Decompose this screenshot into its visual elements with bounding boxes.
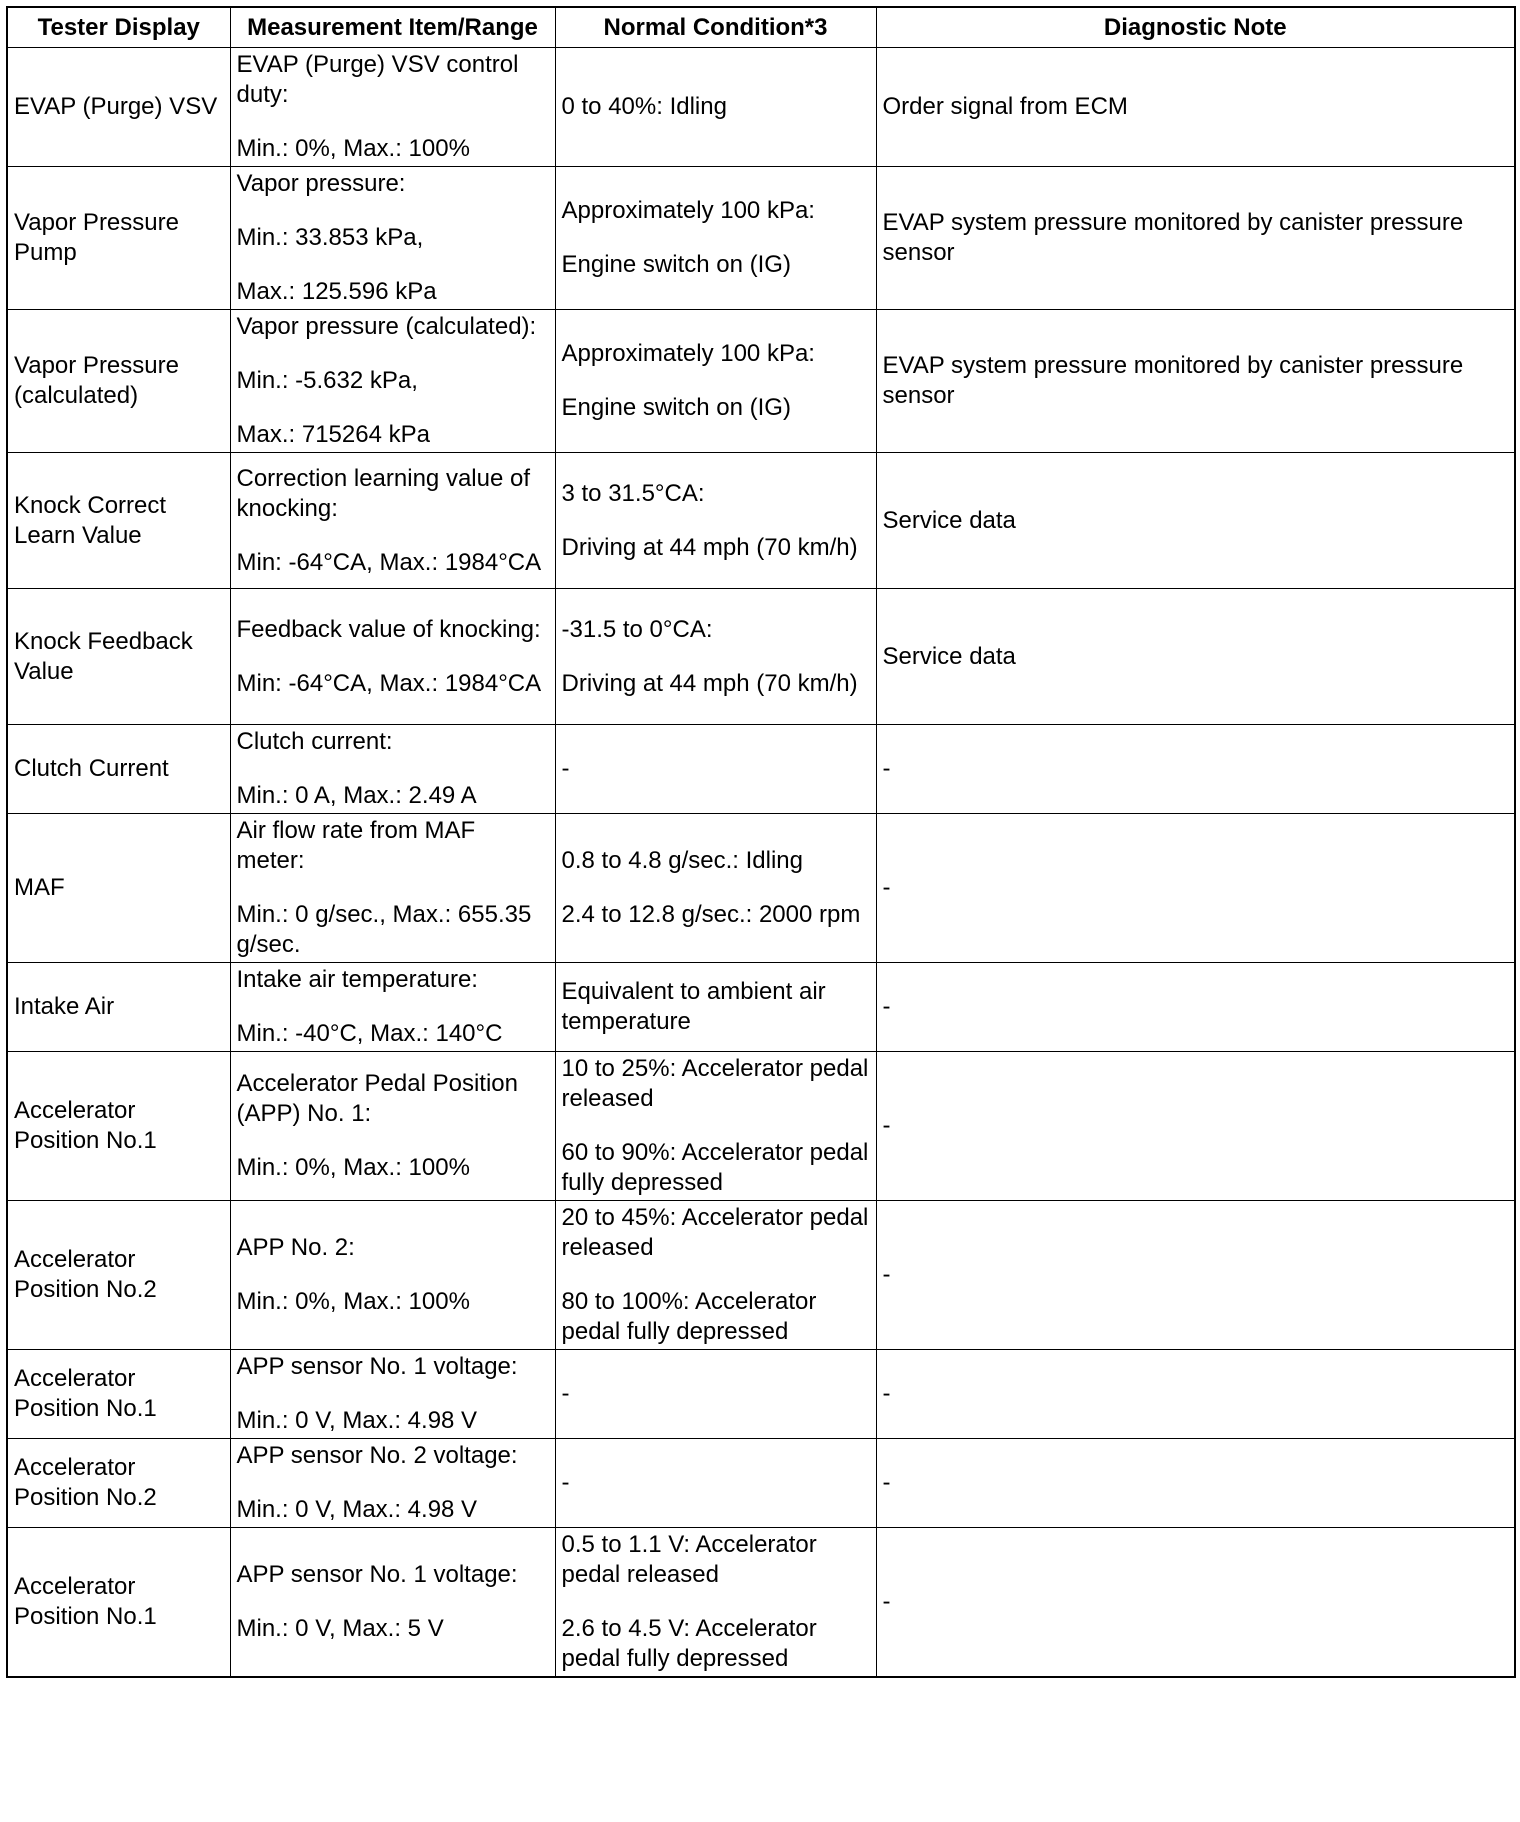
- measurement-line: Air flow rate from MAF meter:: [236, 817, 476, 874]
- cell-measurement-item: [230, 1439, 555, 1528]
- cell-diagnostic-note: EVAP system pressure monitored by canister pressure sensor: [876, 167, 1515, 310]
- table-row: [7, 1439, 1515, 1528]
- table-row: [7, 1201, 1515, 1350]
- cell-measurement-item: [230, 167, 555, 310]
- normal-condition-line: 3 to 31.5°CA:: [561, 479, 705, 507]
- cell-measurement-item: [230, 589, 555, 725]
- cell-measurement-item: [230, 1052, 555, 1201]
- cell-tester-display: MAF: [7, 814, 230, 963]
- measurement-line: Min.: 0 A, Max.: 2.49 A: [236, 782, 477, 809]
- cell-normal-condition: [555, 814, 876, 963]
- table-row: [7, 725, 1515, 814]
- measurement-line: Correction learning value of knocking:: [236, 464, 530, 522]
- header-measurement-item: Measurement Item/Range: [230, 7, 555, 48]
- measurement-line: Vapor pressure:: [236, 170, 406, 197]
- header-diagnostic-note: Diagnostic Note: [876, 7, 1515, 48]
- data-list-table: [6, 6, 1516, 1678]
- table-row: [7, 453, 1515, 589]
- normal-condition-line: 0.8 to 4.8 g/sec.: Idling: [561, 847, 803, 874]
- cell-diagnostic-note: -: [876, 1528, 1515, 1678]
- measurement-line: Min.: 0 g/sec., Max.: 655.35 g/sec.: [236, 901, 532, 958]
- header-row: [7, 7, 1515, 48]
- cell-diagnostic-note: Order signal from ECM: [876, 48, 1515, 167]
- measurement-line: Min.: -40°C, Max.: 140°C: [236, 1020, 503, 1047]
- normal-condition-line: 0.5 to 1.1 V: Accelerator pedal released: [561, 1531, 817, 1588]
- normal-condition-line: Equivalent to ambient air temperature: [561, 978, 826, 1035]
- normal-condition-line: Approximately 100 kPa:: [561, 340, 815, 367]
- measurement-line: Min.: 0 V, Max.: 4.98 V: [236, 1407, 478, 1434]
- cell-normal-condition: [555, 1350, 876, 1439]
- normal-condition-line: Engine switch on (IG): [561, 251, 791, 278]
- normal-condition-line: 2.6 to 4.5 V: Accelerator pedal fully depressed: [561, 1615, 817, 1672]
- normal-condition-line: -: [561, 755, 570, 782]
- table-row: [7, 167, 1515, 310]
- cell-diagnostic-note: -: [876, 963, 1515, 1052]
- table-body: [7, 48, 1515, 1678]
- cell-measurement-item: [230, 1201, 555, 1350]
- cell-diagnostic-note: -: [876, 1439, 1515, 1528]
- table-row: [7, 310, 1515, 453]
- normal-condition-line: 80 to 100%: Accelerator pedal fully depressed: [561, 1288, 817, 1345]
- cell-diagnostic-note: -: [876, 814, 1515, 963]
- normal-condition-line: Driving at 44 mph (70 km/h): [561, 669, 858, 697]
- cell-tester-display: Accelerator Position No.1: [7, 1052, 230, 1201]
- measurement-line: Min.: 33.853 kPa,: [236, 224, 424, 251]
- header-normal-condition: Normal Condition*3: [555, 7, 876, 48]
- cell-normal-condition: [555, 167, 876, 310]
- measurement-line: Intake air temperature:: [236, 966, 478, 993]
- table-row: [7, 48, 1515, 167]
- measurement-line: Min: -64°CA, Max.: 1984°CA: [236, 548, 542, 576]
- measurement-line: Min.: 0%, Max.: 100%: [236, 1288, 470, 1315]
- measurement-line: Min: -64°CA, Max.: 1984°CA: [236, 669, 542, 697]
- cell-measurement-item: [230, 963, 555, 1052]
- table-row: [7, 1052, 1515, 1201]
- cell-diagnostic-note: -: [876, 725, 1515, 814]
- normal-condition-line: Driving at 44 mph (70 km/h): [561, 533, 858, 561]
- measurement-line: Vapor pressure (calculated):: [236, 313, 537, 340]
- measurement-line: APP No. 2:: [236, 1234, 355, 1261]
- measurement-line: APP sensor No. 2 voltage:: [236, 1442, 518, 1469]
- cell-diagnostic-note: Service data: [876, 589, 1515, 725]
- cell-tester-display: Vapor Pressure (calculated): [7, 310, 230, 453]
- cell-normal-condition: [555, 310, 876, 453]
- cell-normal-condition: [555, 963, 876, 1052]
- normal-condition-line: -: [561, 1380, 570, 1407]
- table-row: [7, 1528, 1515, 1678]
- measurement-line: APP sensor No. 1 voltage:: [236, 1353, 518, 1380]
- cell-tester-display: Vapor Pressure Pump: [7, 167, 230, 310]
- cell-measurement-item: [230, 48, 555, 167]
- measurement-line: EVAP (Purge) VSV control duty:: [236, 51, 519, 108]
- table-header: [7, 7, 1515, 48]
- cell-tester-display: Accelerator Position No.2: [7, 1201, 230, 1350]
- cell-tester-display: Accelerator Position No.1: [7, 1528, 230, 1678]
- cell-normal-condition: [555, 453, 876, 589]
- measurement-line: Min.: -5.632 kPa,: [236, 367, 418, 394]
- cell-normal-condition: [555, 1439, 876, 1528]
- cell-tester-display: Intake Air: [7, 963, 230, 1052]
- cell-measurement-item: [230, 1528, 555, 1678]
- cell-tester-display: EVAP (Purge) VSV: [7, 48, 230, 167]
- cell-measurement-item: [230, 814, 555, 963]
- table-row: [7, 963, 1515, 1052]
- cell-measurement-item: [230, 310, 555, 453]
- cell-tester-display: Accelerator Position No.2: [7, 1439, 230, 1528]
- cell-tester-display: Clutch Current: [7, 725, 230, 814]
- cell-tester-display: Accelerator Position No.1: [7, 1350, 230, 1439]
- cell-normal-condition: [555, 1201, 876, 1350]
- cell-normal-condition: [555, 1052, 876, 1201]
- cell-measurement-item: [230, 725, 555, 814]
- cell-tester-display: Knock Correct Learn Value: [7, 453, 230, 589]
- cell-measurement-item: [230, 453, 555, 589]
- cell-diagnostic-note: -: [876, 1350, 1515, 1439]
- measurement-line: Clutch current:: [236, 728, 393, 755]
- measurement-line: Min.: 0%, Max.: 100%: [236, 1154, 470, 1181]
- measurement-line: Accelerator Pedal Position (APP) No. 1:: [236, 1070, 518, 1127]
- normal-condition-line: Approximately 100 kPa:: [561, 197, 815, 224]
- normal-condition-line: -31.5 to 0°CA:: [561, 615, 713, 643]
- table-row: [7, 1350, 1515, 1439]
- measurement-line: Max.: 125.596 kPa: [236, 278, 437, 305]
- measurement-line: Min.: 0 V, Max.: 4.98 V: [236, 1496, 478, 1523]
- normal-condition-line: -: [561, 1469, 570, 1496]
- cell-normal-condition: [555, 1528, 876, 1678]
- normal-condition-line: 10 to 25%: Accelerator pedal released: [561, 1055, 869, 1112]
- cell-diagnostic-note: Service data: [876, 453, 1515, 589]
- cell-diagnostic-note: -: [876, 1201, 1515, 1350]
- measurement-line: Min.: 0%, Max.: 100%: [236, 135, 470, 162]
- cell-diagnostic-note: -: [876, 1052, 1515, 1201]
- header-tester-display: Tester Display: [7, 7, 230, 48]
- normal-condition-line: 60 to 90%: Accelerator pedal fully depressed: [561, 1139, 869, 1196]
- cell-measurement-item: [230, 1350, 555, 1439]
- cell-normal-condition: [555, 48, 876, 167]
- table-row: [7, 589, 1515, 725]
- measurement-line: Feedback value of knocking:: [236, 615, 541, 643]
- measurement-line: Min.: 0 V, Max.: 5 V: [236, 1615, 444, 1642]
- normal-condition-line: Engine switch on (IG): [561, 394, 791, 421]
- normal-condition-line: 0 to 40%: Idling: [561, 93, 727, 120]
- cell-diagnostic-note: EVAP system pressure monitored by canister pressure sensor: [876, 310, 1515, 453]
- table-row: [7, 814, 1515, 963]
- cell-normal-condition: [555, 725, 876, 814]
- normal-condition-line: 20 to 45%: Accelerator pedal released: [561, 1204, 869, 1261]
- cell-normal-condition: [555, 589, 876, 725]
- measurement-line: APP sensor No. 1 voltage:: [236, 1561, 518, 1588]
- normal-condition-line: 2.4 to 12.8 g/sec.: 2000 rpm: [561, 901, 861, 928]
- measurement-line: Max.: 715264 kPa: [236, 421, 430, 448]
- cell-tester-display: Knock Feedback Value: [7, 589, 230, 725]
